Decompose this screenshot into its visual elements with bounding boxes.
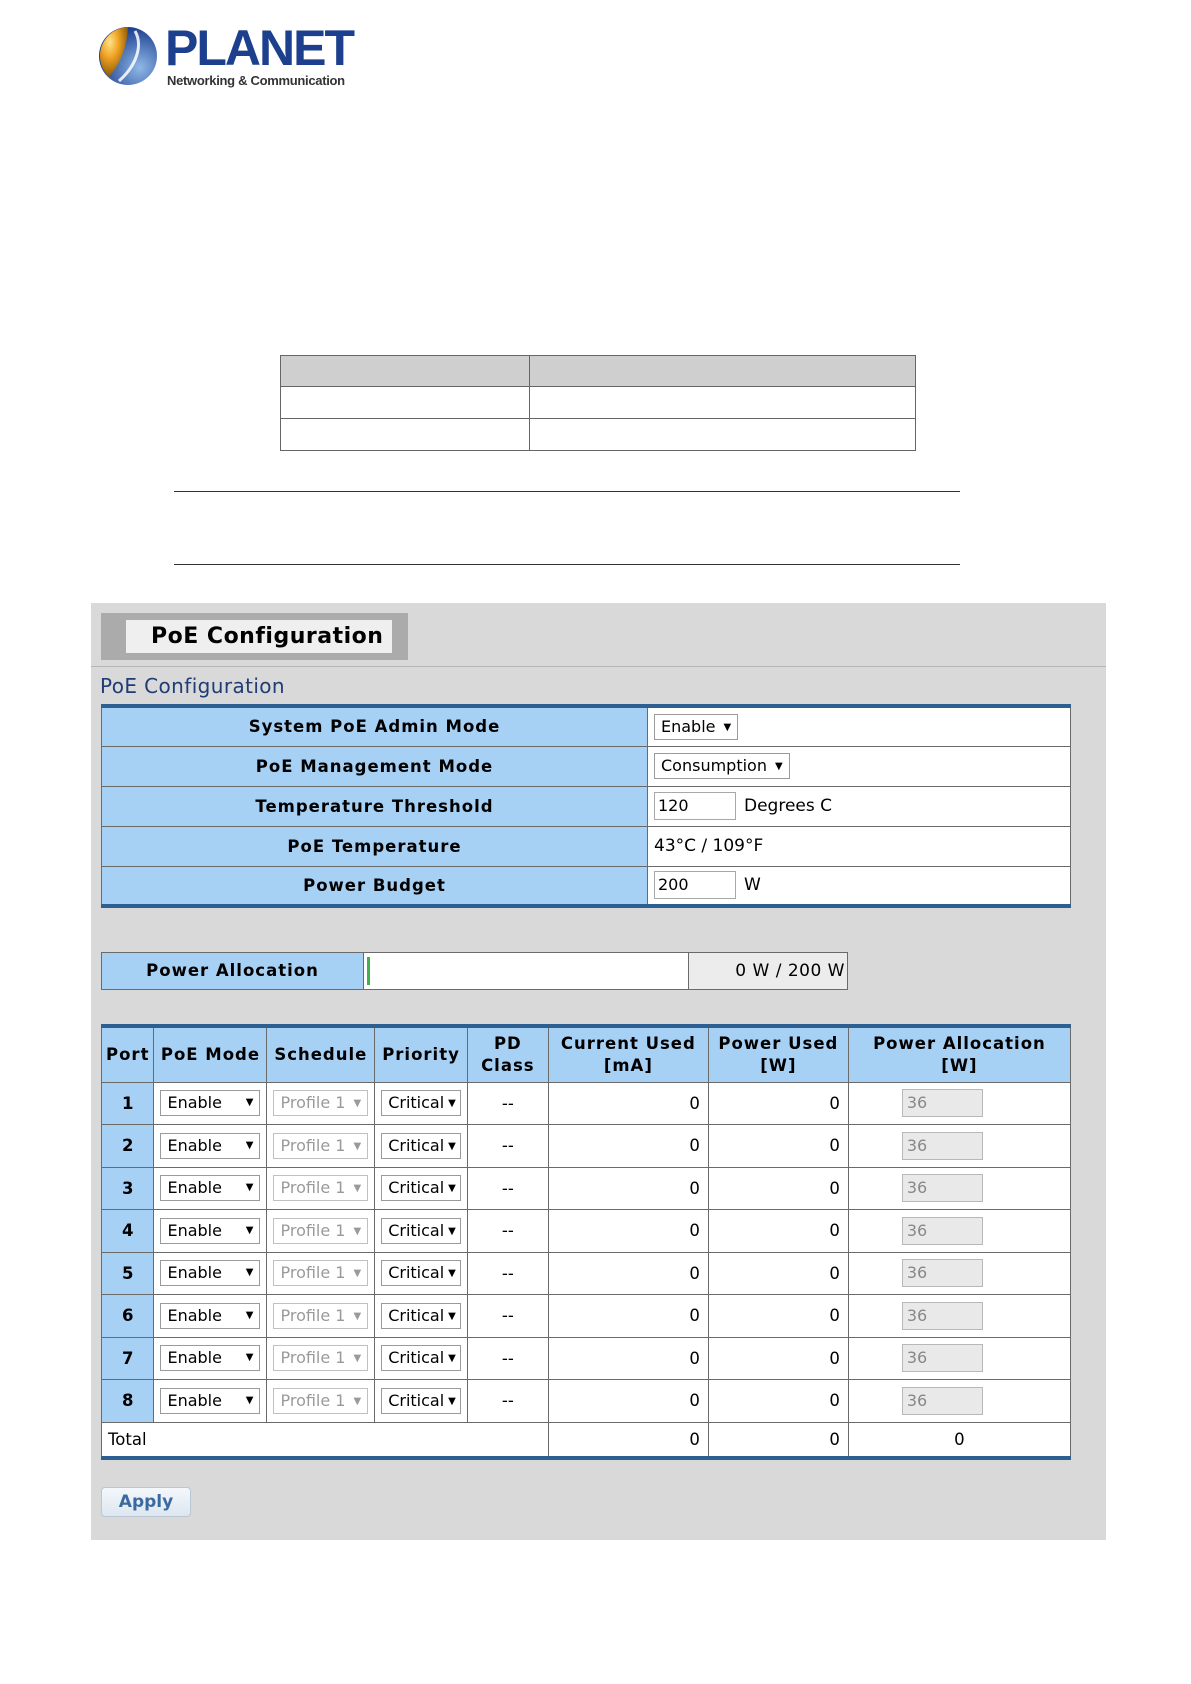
- doc-table-cell: [530, 419, 916, 451]
- admin-mode-row: [102, 706, 1071, 746]
- port-number: 3: [102, 1167, 154, 1210]
- power-used-value: 0: [708, 1295, 848, 1338]
- poe-mode-cell: [154, 1337, 267, 1380]
- chevron-down-icon: ▼: [245, 1097, 254, 1109]
- poe-mode-value: Enable: [167, 1220, 222, 1240]
- schedule-cell: [267, 1252, 375, 1295]
- temp-threshold-input[interactable]: 120: [654, 792, 736, 820]
- port-number: 6: [102, 1295, 154, 1338]
- schedule-select[interactable]: [273, 1133, 368, 1159]
- schedule-value: Profile 1: [280, 1263, 346, 1283]
- chevron-down-icon: ▼: [245, 1139, 254, 1151]
- col-power-used-line1: Power Used: [718, 1033, 839, 1053]
- power-allocation-input[interactable]: 36: [902, 1217, 983, 1245]
- power-allocation-input[interactable]: 36: [902, 1174, 983, 1202]
- poe-mode-cell: [154, 1082, 267, 1125]
- port-number: 7: [102, 1337, 154, 1380]
- chevron-down-icon: ▼: [353, 1183, 362, 1195]
- schedule-cell: [267, 1337, 375, 1380]
- power-allocation-cell: [848, 1252, 1070, 1295]
- poe-mode-value: Enable: [167, 1390, 222, 1410]
- chevron-down-icon: ▼: [448, 1310, 456, 1322]
- planet-globe-icon: [97, 25, 159, 87]
- col-poe-mode: PoE Mode: [154, 1026, 267, 1082]
- pd-class-value: --: [467, 1210, 548, 1253]
- schedule-value: Profile 1: [280, 1348, 346, 1368]
- priority-select[interactable]: [381, 1218, 461, 1244]
- priority-cell: [375, 1210, 468, 1253]
- schedule-select[interactable]: [273, 1260, 368, 1286]
- priority-value: Critical: [388, 1093, 445, 1113]
- chevron-down-icon: ▼: [353, 1098, 362, 1110]
- power-used-value: 0: [708, 1252, 848, 1295]
- schedule-select[interactable]: [273, 1175, 368, 1201]
- priority-cell: [375, 1295, 468, 1338]
- power-allocation-cell: [848, 1210, 1070, 1253]
- chevron-down-icon: ▼: [448, 1395, 456, 1407]
- power-allocation-cell: [848, 1337, 1070, 1380]
- power-allocation-bar: [101, 952, 848, 990]
- power-used-value: 0: [708, 1167, 848, 1210]
- table-row: [102, 1252, 1071, 1295]
- chevron-down-icon: ▼: [353, 1140, 362, 1152]
- table-row: [102, 1295, 1071, 1338]
- priority-value: Critical: [388, 1348, 445, 1368]
- brand-name: PLANET: [165, 20, 353, 76]
- col-power-allocation: [848, 1026, 1070, 1082]
- power-used-value: 0: [708, 1210, 848, 1253]
- chevron-down-icon: ▼: [353, 1268, 362, 1280]
- schedule-select[interactable]: [273, 1388, 368, 1414]
- priority-value: Critical: [388, 1220, 445, 1240]
- poe-mode-value: Enable: [167, 1135, 222, 1155]
- power-allocation-fill: [367, 957, 370, 985]
- chevron-down-icon: ▼: [353, 1225, 362, 1237]
- chevron-down-icon: ▼: [448, 1140, 456, 1152]
- poe-mode-select[interactable]: [160, 1175, 260, 1201]
- poe-mode-select[interactable]: [160, 1090, 260, 1116]
- pd-class-value: --: [467, 1082, 548, 1125]
- poe-mode-select[interactable]: [160, 1218, 260, 1244]
- priority-select[interactable]: [381, 1345, 461, 1371]
- apply-button[interactable]: Apply: [101, 1487, 191, 1517]
- doc-table: [280, 355, 916, 451]
- temp-threshold-row: [102, 786, 1071, 826]
- schedule-select[interactable]: [273, 1090, 368, 1116]
- power-allocation-input[interactable]: 36: [902, 1089, 983, 1117]
- priority-value: Critical: [388, 1135, 445, 1155]
- poe-mode-cell: [154, 1210, 267, 1253]
- panel-divider: [91, 666, 1106, 667]
- power-budget-label: Power Budget: [102, 866, 648, 906]
- divider-bottom: [174, 564, 960, 565]
- schedule-value: Profile 1: [280, 1135, 346, 1155]
- current-used-value: 0: [548, 1167, 708, 1210]
- table-row: [102, 1167, 1071, 1210]
- planet-logo: [97, 20, 353, 95]
- poe-mode-value: Enable: [167, 1348, 222, 1368]
- schedule-cell: [267, 1082, 375, 1125]
- panel-tab: [101, 613, 408, 660]
- power-allocation-cell: [848, 1380, 1070, 1423]
- poe-mode-select[interactable]: [160, 1133, 260, 1159]
- pd-class-value: --: [467, 1380, 548, 1423]
- chevron-down-icon: ▼: [448, 1225, 456, 1237]
- power-allocation-input[interactable]: 36: [902, 1259, 983, 1287]
- col-schedule: Schedule: [267, 1026, 375, 1082]
- port-number: 8: [102, 1380, 154, 1423]
- poe-mode-select[interactable]: [160, 1388, 260, 1414]
- power-used-value: 0: [708, 1082, 848, 1125]
- port-table-header: [102, 1026, 1071, 1082]
- pd-class-value: --: [467, 1167, 548, 1210]
- mgmt-mode-select[interactable]: [654, 753, 790, 779]
- doc-table-header: [281, 356, 916, 387]
- chevron-down-icon: ▼: [245, 1224, 254, 1236]
- power-allocation-input[interactable]: 36: [902, 1387, 983, 1415]
- schedule-select[interactable]: [273, 1303, 368, 1329]
- admin-mode-select[interactable]: [654, 714, 738, 740]
- current-used-value: 0: [548, 1380, 708, 1423]
- schedule-value: Profile 1: [280, 1390, 346, 1410]
- power-allocation-cell: [848, 1082, 1070, 1125]
- poe-temp-label: PoE Temperature: [102, 826, 648, 866]
- poe-temp-value: 43°C / 109°F: [648, 826, 1071, 866]
- priority-select[interactable]: [381, 1388, 461, 1414]
- col-power-allocation-line2: [W]: [941, 1055, 978, 1075]
- chevron-down-icon: ▼: [245, 1267, 254, 1279]
- doc-table-cell: [281, 387, 530, 419]
- col-pd-class-line1: PD: [493, 1033, 522, 1053]
- current-used-value: 0: [548, 1252, 708, 1295]
- schedule-cell: [267, 1210, 375, 1253]
- power-allocation-cell: [848, 1167, 1070, 1210]
- admin-mode-cell: [648, 706, 1071, 746]
- mgmt-mode-cell: [648, 746, 1071, 786]
- doc-table-header-cell: [530, 356, 916, 387]
- chevron-down-icon: ▼: [245, 1182, 254, 1194]
- col-power-allocation-line1: Power Allocation: [873, 1033, 1046, 1053]
- power-allocation-track: [364, 953, 689, 989]
- power-budget-row: [102, 866, 1071, 906]
- schedule-value: Profile 1: [280, 1093, 346, 1113]
- current-used-value: 0: [548, 1337, 708, 1380]
- power-allocation-input[interactable]: 36: [902, 1302, 983, 1330]
- col-pd-class-line2: Class: [481, 1055, 535, 1075]
- chevron-down-icon: ▼: [448, 1183, 456, 1195]
- chevron-down-icon: ▼: [448, 1353, 456, 1365]
- total-label: Total: [102, 1422, 549, 1458]
- chevron-down-icon: ▼: [245, 1352, 254, 1364]
- temp-threshold-cell: [648, 786, 1071, 826]
- power-budget-unit: W: [744, 875, 761, 896]
- col-power-used: [708, 1026, 848, 1082]
- poe-mode-value: Enable: [167, 1263, 222, 1283]
- panel-tab-title: PoE Configuration: [126, 620, 392, 653]
- schedule-cell: [267, 1295, 375, 1338]
- port-number: 4: [102, 1210, 154, 1253]
- total-row: [102, 1422, 1071, 1458]
- schedule-cell: [267, 1167, 375, 1210]
- pd-class-value: --: [467, 1125, 548, 1168]
- port-number: 2: [102, 1125, 154, 1168]
- brand-tagline: Networking & Communication: [167, 73, 345, 88]
- doc-table-header-cell: [281, 356, 530, 387]
- priority-cell: [375, 1337, 468, 1380]
- chevron-down-icon: ▼: [245, 1309, 254, 1321]
- temp-threshold-unit: Degrees C: [744, 796, 833, 816]
- power-allocation-cell: [848, 1125, 1070, 1168]
- doc-table-row: [281, 419, 916, 451]
- port-rows: [102, 1082, 1071, 1422]
- poe-mode-cell: [154, 1167, 267, 1210]
- power-allocation-input[interactable]: 36: [902, 1344, 983, 1372]
- poe-config-panel: [91, 603, 1106, 1540]
- poe-mode-value: Enable: [167, 1305, 222, 1325]
- power-budget-cell: [648, 866, 1071, 906]
- poe-mode-value: Enable: [167, 1178, 222, 1198]
- current-used-value: 0: [548, 1210, 708, 1253]
- poe-mode-cell: [154, 1252, 267, 1295]
- power-allocation-value: 0 W / 200 W: [689, 953, 847, 989]
- current-used-value: 0: [548, 1125, 708, 1168]
- priority-select[interactable]: [381, 1175, 461, 1201]
- priority-cell: [375, 1082, 468, 1125]
- admin-mode-value: Enable: [661, 716, 716, 736]
- priority-value: Critical: [388, 1178, 445, 1198]
- priority-value: Critical: [388, 1390, 445, 1410]
- power-used-value: 0: [708, 1380, 848, 1423]
- total-allocation: 0: [848, 1422, 1070, 1458]
- priority-value: Critical: [388, 1263, 445, 1283]
- poe-mode-cell: [154, 1295, 267, 1338]
- current-used-value: 0: [548, 1295, 708, 1338]
- port-number: 5: [102, 1252, 154, 1295]
- chevron-down-icon: ▼: [448, 1098, 456, 1110]
- doc-table-cell: [281, 419, 530, 451]
- poe-mode-select[interactable]: [160, 1345, 260, 1371]
- poe-mode-cell: [154, 1125, 267, 1168]
- schedule-value: Profile 1: [280, 1305, 346, 1325]
- poe-mode-value: Enable: [167, 1093, 222, 1113]
- table-row: [102, 1125, 1071, 1168]
- col-current-used-line1: Current Used: [560, 1033, 696, 1053]
- col-power-used-line2: [W]: [760, 1055, 797, 1075]
- priority-value: Critical: [388, 1305, 445, 1325]
- table-row: [102, 1210, 1071, 1253]
- table-row: [102, 1082, 1071, 1125]
- priority-cell: [375, 1167, 468, 1210]
- poe-mode-cell: [154, 1380, 267, 1423]
- power-allocation-cell: [848, 1295, 1070, 1338]
- priority-select[interactable]: [381, 1090, 461, 1116]
- poe-mode-select[interactable]: [160, 1303, 260, 1329]
- schedule-value: Profile 1: [280, 1220, 346, 1240]
- pd-class-value: --: [467, 1295, 548, 1338]
- power-allocation-label: Power Allocation: [102, 953, 364, 989]
- chevron-down-icon: ▼: [353, 1310, 362, 1322]
- priority-select[interactable]: [381, 1133, 461, 1159]
- admin-mode-label: System PoE Admin Mode: [102, 706, 648, 746]
- mgmt-mode-value: Consumption: [661, 756, 767, 775]
- chevron-down-icon: ▼: [774, 761, 783, 772]
- current-used-value: 0: [548, 1082, 708, 1125]
- total-power: 0: [708, 1422, 848, 1458]
- power-used-value: 0: [708, 1337, 848, 1380]
- power-budget-input[interactable]: 200: [654, 871, 736, 899]
- mgmt-mode-label: PoE Management Mode: [102, 746, 648, 786]
- divider-top: [174, 491, 960, 492]
- chevron-down-icon: ▼: [353, 1395, 362, 1407]
- schedule-select[interactable]: [273, 1218, 368, 1244]
- poe-mode-select[interactable]: [160, 1260, 260, 1286]
- section-title: PoE Configuration: [100, 674, 286, 698]
- table-row: [102, 1380, 1071, 1423]
- chevron-down-icon: ▼: [353, 1353, 362, 1365]
- chevron-down-icon: ▼: [448, 1268, 456, 1280]
- power-allocation-input[interactable]: 36: [902, 1132, 983, 1160]
- pd-class-value: --: [467, 1252, 548, 1295]
- schedule-cell: [267, 1125, 375, 1168]
- col-current-used: [548, 1026, 708, 1082]
- mgmt-mode-row: [102, 746, 1071, 786]
- pd-class-value: --: [467, 1337, 548, 1380]
- temp-threshold-label: Temperature Threshold: [102, 786, 648, 826]
- power-used-value: 0: [708, 1125, 848, 1168]
- port-number: 1: [102, 1082, 154, 1125]
- doc-table-cell: [530, 387, 916, 419]
- poe-temp-row: [102, 826, 1071, 866]
- col-pd-class: [467, 1026, 548, 1082]
- priority-cell: [375, 1125, 468, 1168]
- priority-cell: [375, 1252, 468, 1295]
- priority-cell: [375, 1380, 468, 1423]
- schedule-value: Profile 1: [280, 1178, 346, 1198]
- priority-select[interactable]: [381, 1303, 461, 1329]
- port-config-table: [101, 1024, 1071, 1460]
- schedule-cell: [267, 1380, 375, 1423]
- system-config-table: [101, 704, 1071, 908]
- col-current-used-line2: [mA]: [603, 1055, 653, 1075]
- priority-select[interactable]: [381, 1260, 461, 1286]
- total-current: 0: [548, 1422, 708, 1458]
- table-row: [102, 1337, 1071, 1380]
- chevron-down-icon: ▼: [245, 1394, 254, 1406]
- chevron-down-icon: ▼: [723, 721, 732, 733]
- col-port: Port: [102, 1026, 154, 1082]
- schedule-select[interactable]: [273, 1345, 368, 1371]
- doc-table-row: [281, 387, 916, 419]
- col-priority: Priority: [375, 1026, 468, 1082]
